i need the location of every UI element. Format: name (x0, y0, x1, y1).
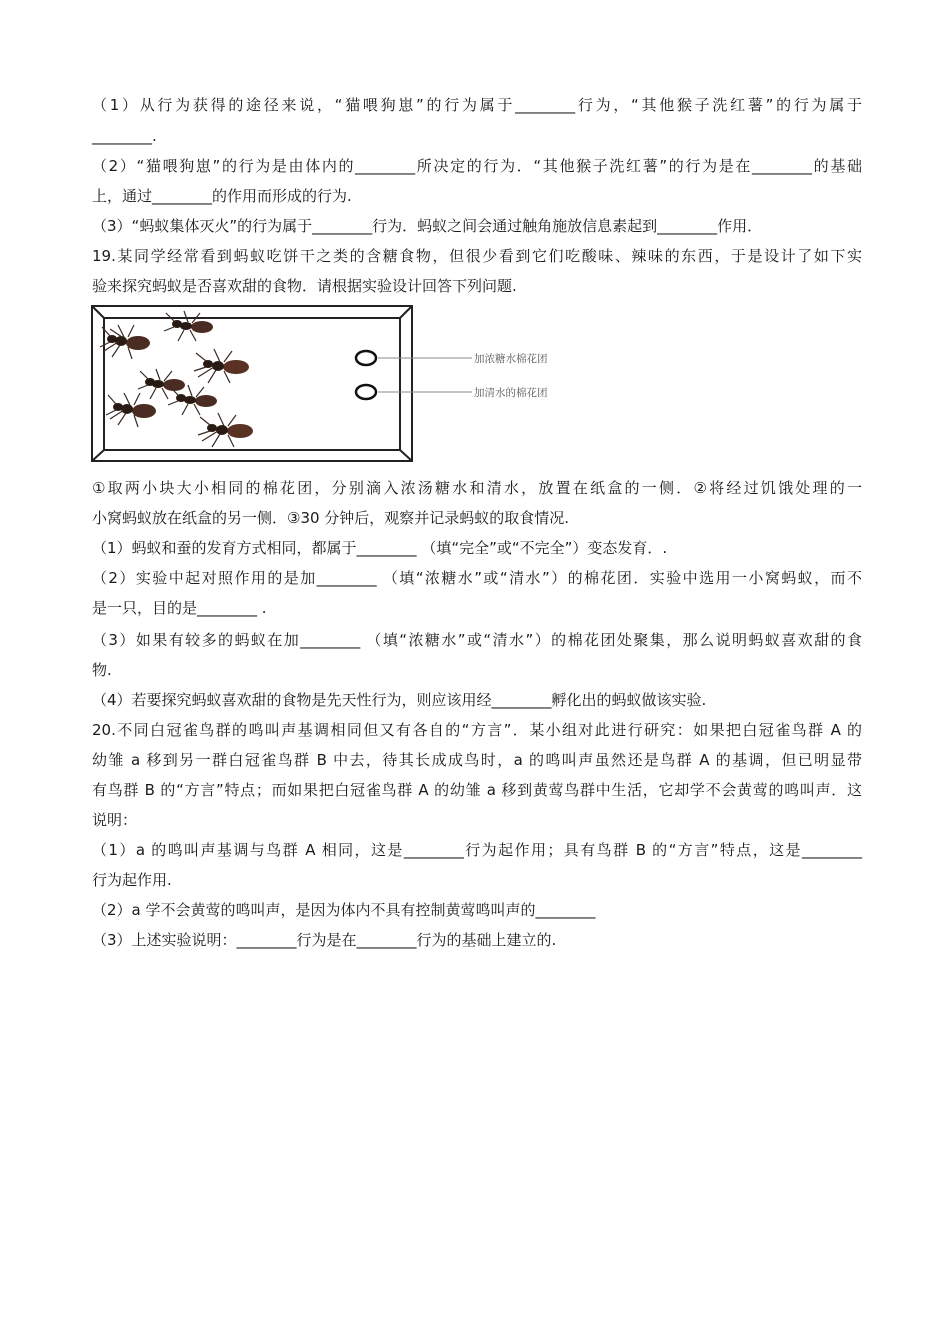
q19-intro-line1: 19.某同学经常看到蚂蚁吃饼干之类的含糖食物，但很少看到它们吃酸味、辣味的东西，于是设计了如下实 (92, 247, 862, 265)
q20-intro-line2: 幼雏 a 移到另一群白冠雀鸟群 B 中去，待其长成成鸟时，a 的鸣叫声虽然还是鸟群 A 的基调，但已明显带 (92, 751, 862, 769)
ant-icon (164, 311, 213, 341)
water-cotton-ball (356, 385, 376, 399)
q20-part1-line2: 行为起作用. (92, 871, 172, 889)
q19-part2-line1: （2）实验中起对照作用的是加________ （填“浓糖水”或“清水”）的棉花团．实验中选用一小窝蚂蚁，而不 (92, 569, 862, 587)
q20-intro-line4: 说明： (92, 811, 138, 829)
label-sugar-water: 加浓糖水棉花团 (474, 353, 548, 365)
ant-icon (106, 393, 156, 427)
q19-intro-line2: 验来探究蚂蚁是否喜欢甜的食物．请根据实验设计回答下列问题. (92, 277, 517, 295)
q18-part3: （3）“蚂蚁集体灭火”的行为属于________行为．蚂蚁之间会通过触角施放信息素起到________作用． (92, 217, 763, 235)
ant-icon (194, 349, 249, 383)
q19-part4: （4）若要探究蚂蚁喜欢甜的食物是先天性行为，则应该用经________孵化出的蚂蚁做该实验. (92, 691, 707, 709)
sugar-cotton-ball (356, 351, 376, 365)
q20-part2: （2）a 学不会黄莺的鸣叫声，是因为体内不具有控制黄莺鸣叫声的________ (92, 901, 596, 919)
q18-part1-line1: （1）从行为获得的途径来说，“猫喂狗崽”的行为属于________行为，“其他猴子洗红薯”的行为属于 (92, 96, 862, 114)
q19-part1: （1）蚂蚁和蚕的发育方式相同，都属于________ （填“完全”或“不完全”）变态发育．. (92, 539, 668, 557)
ant-experiment-figure (90, 303, 578, 463)
q20-part3: （3）上述实验说明：________行为是在________行为的基础上建立的. (92, 931, 557, 949)
q20-part1-line1: （1）a 的鸣叫声基调与鸟群 A 相同，这是________行为起作用；具有鸟群 B 的“方言”特点，这是________ (92, 841, 862, 859)
q20-intro-line3: 有鸟群 B 的“方言”特点；而如果把白冠雀鸟群 A 的幼雏 a 移到黄莺鸟群中生活，它却学不会黄莺的鸣叫声．这 (92, 781, 862, 799)
ant-group (100, 311, 253, 447)
q18-part2-line1: （2）“猫喂狗崽”的行为是由体内的________所决定的行为．“其他猴子洗红薯”的行为是在________的基础 (92, 157, 862, 175)
q19-step-line1: ①取两小块大小相同的棉花团，分别滴入浓汤糖水和清水，放置在纸盒的一侧．②将经过饥饿处理的一 (92, 479, 862, 497)
label-clear-water: 加清水的棉花团 (474, 387, 548, 399)
ant-icon (198, 413, 253, 447)
q19-step-line2: 小窝蚂蚁放在纸盒的另一侧．③30 分钟后，观察并记录蚂蚁的取食情况. (92, 509, 570, 527)
box-frame (92, 306, 412, 461)
ant-icon (100, 325, 150, 359)
q19-part3-line1: （3）如果有较多的蚂蚁在加________ （填“浓糖水”或“清水”）的棉花团处聚集，那么说明蚂蚁喜欢甜的食 (92, 631, 862, 649)
q19-part3-line2: 物. (92, 661, 112, 679)
q18-part2-line2: 上，通过________的作用而形成的行为. (92, 187, 352, 205)
q19-part2-line2: 是一只，目的是________ . (92, 599, 267, 617)
q18-part1-line2: ________. (92, 127, 157, 145)
q20-intro-line1: 20.不同白冠雀鸟群的鸣叫声基调相同但又有各自的“方言”．某小组对此进行研究：如果把白冠雀鸟群 A 的 (92, 721, 862, 739)
